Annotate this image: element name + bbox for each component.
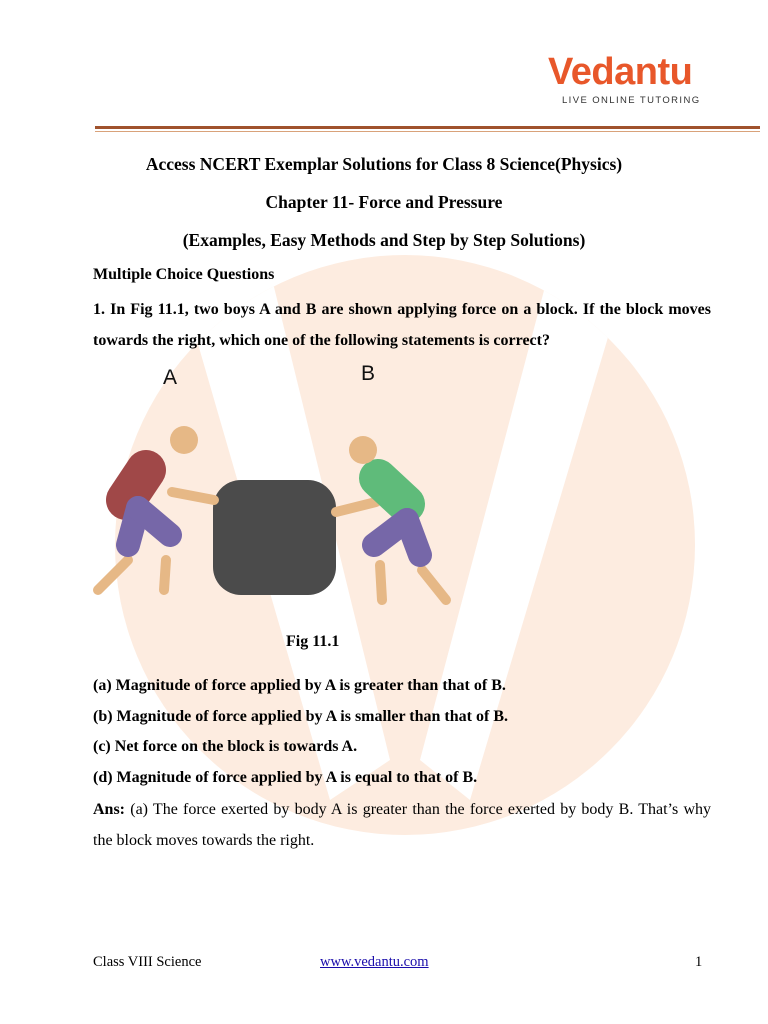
page-number: 1: [695, 954, 703, 970]
label-a: A: [162, 366, 178, 389]
answer-paragraph: [93, 794, 711, 856]
page-title: Access NCERT Exemplar Solutions for Class 8 Science(Physics): [145, 154, 623, 174]
answer-label: Ans:: [93, 801, 126, 818]
label-b: B: [360, 362, 376, 385]
footer-website-link[interactable]: www.vedantu.com: [320, 954, 429, 970]
logo-wordmark: Vedantu: [548, 51, 693, 93]
logo-tagline: LIVE ONLINE TUTORING: [562, 95, 701, 106]
option-c: (c) Net force on the block is towards A.: [93, 738, 358, 755]
boy-a: [98, 426, 214, 590]
answer-text: (a) The force exerted by body A is greater than the force exerted by body B. That’s why the block moves towards the right.: [93, 801, 712, 849]
force-illustration: [80, 360, 480, 620]
question-text: 1. In Fig 11.1, two boys A and B are shown applying force on a block. If the block moves towards the right, which one of the following statements is correct?: [93, 301, 711, 349]
footer-class: Class VIII Science: [93, 954, 202, 970]
boy-b: [336, 436, 446, 600]
section-heading: Multiple Choice Questions: [93, 266, 275, 283]
block: [213, 480, 336, 595]
page-subtitle: (Examples, Easy Methods and Step by Step Solutions): [182, 230, 586, 250]
option-d: (d) Magnitude of force applied by A is equal to that of B.: [93, 769, 478, 786]
figure-caption: Fig 11.1: [286, 633, 340, 650]
option-a: (a) Magnitude of force applied by A is greater than that of B.: [93, 677, 506, 694]
figure-11-1: [80, 360, 480, 620]
vedantu-logo: [548, 52, 708, 108]
chapter-title: Chapter 11- Force and Pressure: [265, 192, 503, 212]
option-b: (b) Magnitude of force applied by A is smaller than that of B.: [93, 708, 508, 725]
header-rule: [95, 126, 760, 132]
